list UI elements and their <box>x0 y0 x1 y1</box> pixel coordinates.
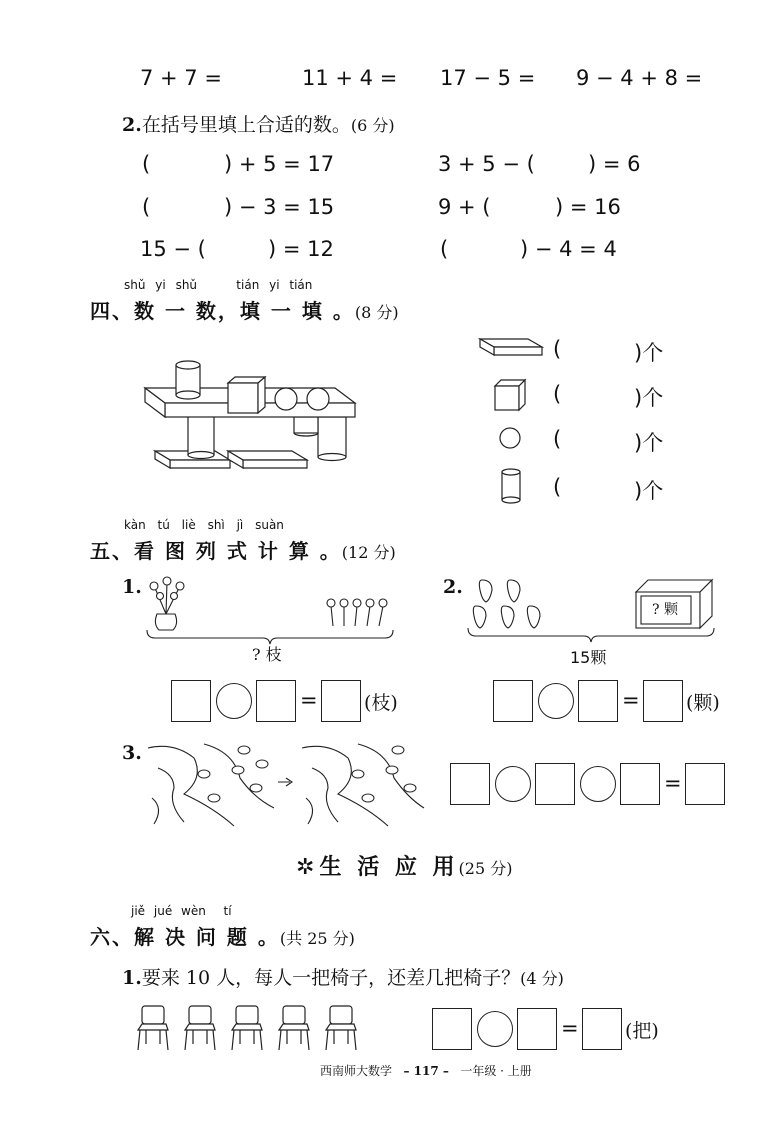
cube-icon <box>493 378 527 412</box>
answer-box[interactable] <box>450 763 490 805</box>
fill-open-paren: ( <box>440 237 449 261</box>
fill-equation-rest: ) = 12 <box>268 237 334 261</box>
section-5-heading <box>90 535 396 564</box>
fill-equation-rest: ) − 4 = 4 <box>520 237 617 261</box>
fill-equation-rest: ) = 16 <box>555 195 621 219</box>
count-unit: )个 <box>634 341 664 365</box>
count-open-paren: ( <box>553 337 562 361</box>
answer-box[interactable] <box>493 680 533 722</box>
equals-sign: = <box>664 771 682 795</box>
unit-label: (把) <box>625 1020 659 1042</box>
fill-equation-rest: ) − 3 = 15 <box>224 195 335 219</box>
star-icon: ✲ <box>296 855 315 880</box>
section-title: 五、看 图 列 式 计 算 。 <box>90 539 342 563</box>
flowers-illustration <box>145 574 395 639</box>
points: (8 分) <box>354 303 399 322</box>
operator-circle[interactable] <box>580 766 616 802</box>
section-4-heading <box>90 295 399 324</box>
unit-label: (枝) <box>364 692 398 714</box>
stacked-solids-illustration <box>140 355 360 480</box>
fill-equation-start: 9 + ( <box>438 195 491 219</box>
section-5-pinyin: kàn tú liè shì jì suàn <box>124 518 284 532</box>
question-text: 在括号里填上合适的数。 <box>141 114 351 136</box>
points: (25 分) <box>458 859 513 878</box>
equals-sign: = <box>622 688 640 712</box>
footer-publisher: 西南师大数学 <box>320 1064 393 1078</box>
strawberries-box-illustration <box>466 574 718 642</box>
equation-2: 11 + 4 = <box>302 66 398 90</box>
answer-box[interactable] <box>685 763 725 805</box>
section-title: 四、数 一 数，填 一 填 。 <box>90 299 355 323</box>
fill-equation-start: 3 + 5 − ( <box>438 152 535 176</box>
footer <box>320 1062 532 1079</box>
answer-box[interactable] <box>620 763 660 805</box>
cylinder-icon <box>500 468 522 504</box>
answer-box[interactable] <box>517 1008 557 1050</box>
operator-circle[interactable] <box>477 1011 513 1047</box>
section-6-heading <box>90 921 355 950</box>
fill-open-paren: ( <box>142 152 151 176</box>
fill-equation-rest: ) = 6 <box>588 152 641 176</box>
points: (共 25 分) <box>279 929 355 948</box>
count-unit: )个 <box>634 386 664 410</box>
section-title: 六、解 决 问 题 。 <box>90 925 280 949</box>
sphere-icon <box>498 426 522 450</box>
answer-box[interactable] <box>643 680 683 722</box>
ducks-pond-illustration <box>144 738 426 830</box>
problem-number: 1. <box>122 576 142 598</box>
question-number: 2. <box>122 114 142 136</box>
answer-box[interactable] <box>582 1008 622 1050</box>
brace-label: ? 枝 <box>252 645 282 664</box>
cuboid-icon <box>478 335 544 359</box>
chairs-illustration <box>136 1004 376 1054</box>
equation-3: 17 − 5 = <box>440 66 536 90</box>
answer-box[interactable] <box>171 680 211 722</box>
equals-sign: = <box>561 1016 579 1040</box>
answer-box[interactable] <box>535 763 575 805</box>
equation-4: 9 − 4 + 8 = <box>576 66 703 90</box>
page-number: – 117 – <box>403 1064 449 1078</box>
fill-equation-rest: ) + 5 = 17 <box>224 152 335 176</box>
answer-box[interactable] <box>578 680 618 722</box>
answer-box[interactable] <box>321 680 361 722</box>
equation-1: 7 + 7 = <box>140 66 222 90</box>
answer-box[interactable] <box>432 1008 472 1050</box>
operator-circle[interactable] <box>538 683 574 719</box>
count-open-paren: ( <box>553 427 562 451</box>
footer-grade: 一年级 · 上册 <box>460 1064 532 1078</box>
banner-title: 生 活 应 用 <box>319 854 459 880</box>
fill-open-paren: ( <box>142 195 151 219</box>
section-4-pinyin: shǔ yi shǔ tián yi tián <box>124 278 313 292</box>
operator-circle[interactable] <box>216 683 252 719</box>
problem-1-heading <box>122 963 564 990</box>
count-open-paren: ( <box>553 475 562 499</box>
equals-sign: = <box>300 688 318 712</box>
problem-number: 1. <box>122 967 142 989</box>
problem-number: 2. <box>443 576 463 598</box>
points: (4 分) <box>520 969 564 988</box>
problem-text: 要来 10 人，每人一把椅子，还差几把椅子？ <box>141 967 521 989</box>
unit-label: (颗) <box>686 692 720 714</box>
question-2-heading <box>122 110 395 137</box>
fill-equation-start: 15 − ( <box>140 237 206 261</box>
brace-label: 15颗 <box>570 648 607 667</box>
life-application-banner <box>296 850 512 881</box>
count-unit: )个 <box>634 479 664 503</box>
box-label: ? 颗 <box>652 602 678 618</box>
points: (12 分) <box>341 543 396 562</box>
count-open-paren: ( <box>553 382 562 406</box>
section-6-pinyin: jiě jué wèn tí <box>131 904 232 918</box>
operator-circle[interactable] <box>495 766 531 802</box>
count-unit: )个 <box>634 431 664 455</box>
answer-box[interactable] <box>256 680 296 722</box>
points: (6 分) <box>350 116 395 135</box>
problem-number: 3. <box>122 742 142 764</box>
